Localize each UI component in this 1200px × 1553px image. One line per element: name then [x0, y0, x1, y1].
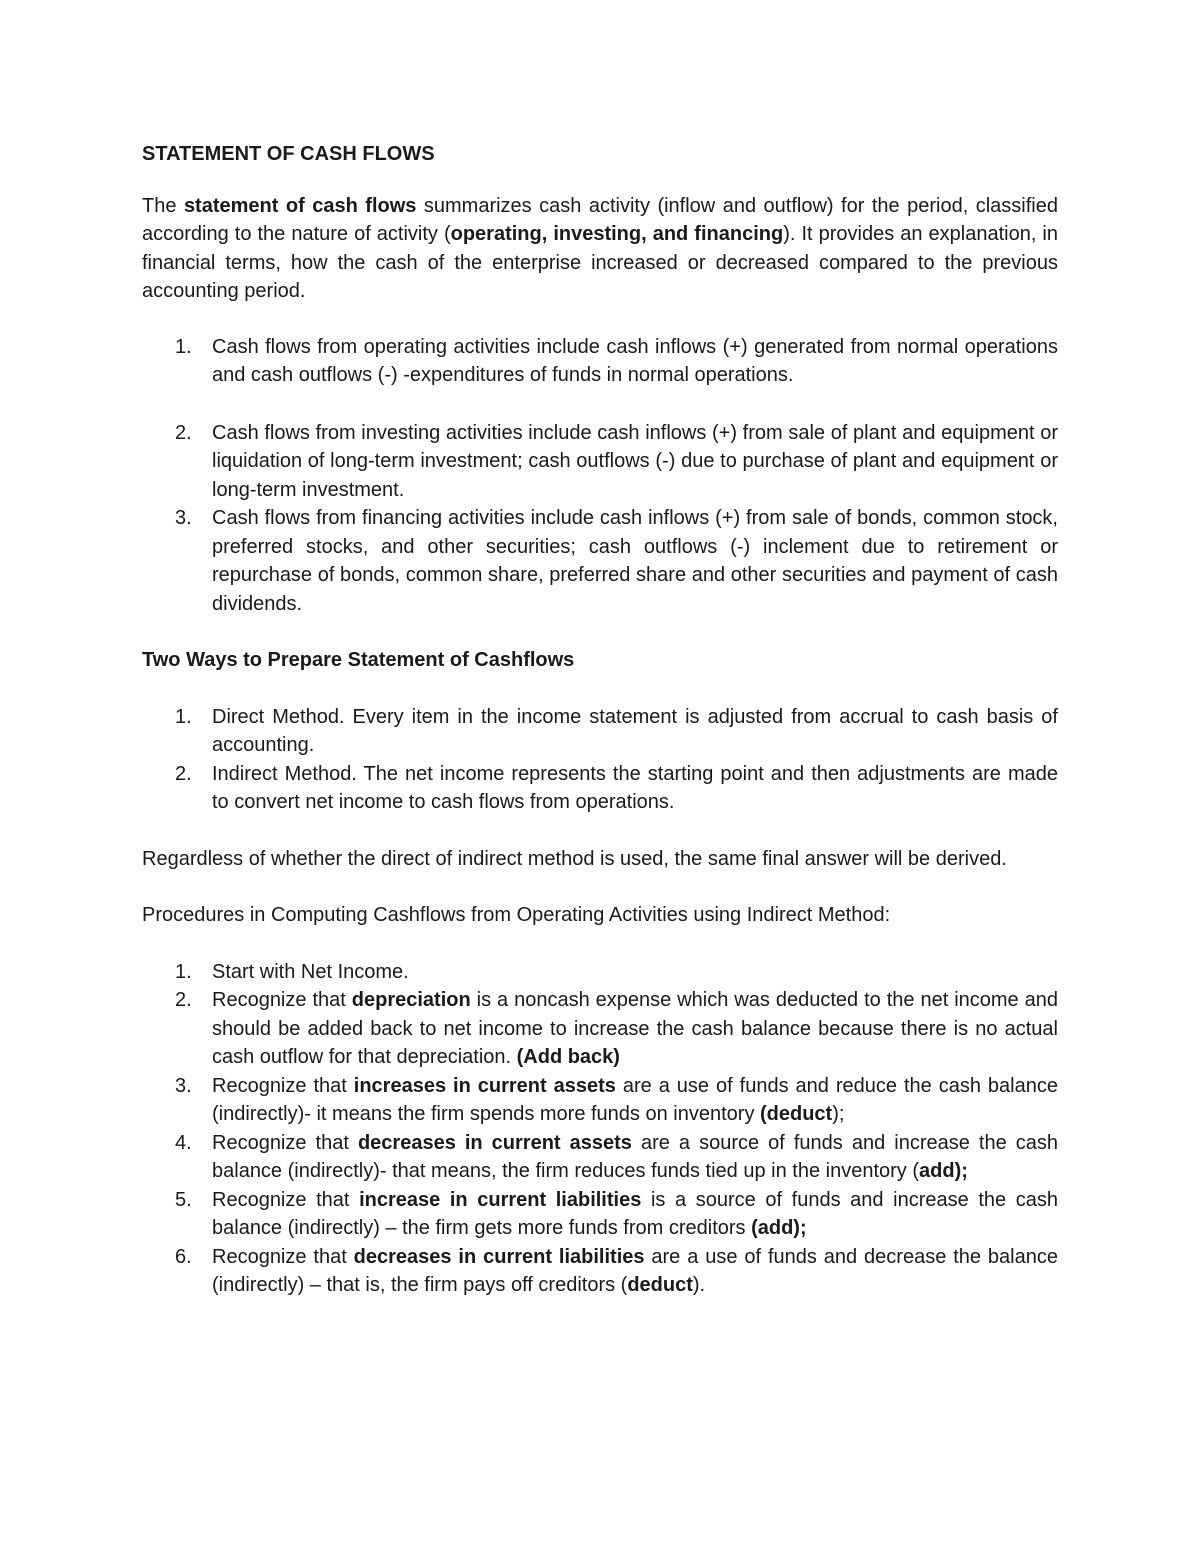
list-bold-term: increase in current liabilities [359, 1188, 642, 1211]
list-text: Cash flows from investing activities include cash inflows (+) from sale of plant and equipment or liquidation of long-term investment; cash outflows (-) due to purchase of plant and equipment or long-term investment. [212, 421, 1058, 501]
list-bold-action: deduct [627, 1274, 693, 1296]
list-item [142, 1129, 1058, 1186]
list-number: 1. [175, 335, 192, 358]
list-item [142, 703, 1058, 760]
list-text: Recognize that [212, 1188, 360, 1211]
ways-list [142, 703, 1058, 817]
list-bold-action: (deduct [760, 1103, 833, 1125]
list-item [142, 1072, 1058, 1129]
list-number: 3. [175, 1074, 192, 1097]
list-number: 2. [175, 421, 192, 444]
intro-text-3: ). It provides an explanation, in financial terms, how the cash of the enterprise increased or decreased compared to the previous accounting period. [142, 223, 1058, 302]
list-item [142, 419, 1058, 505]
document-page [142, 140, 1058, 1300]
list-item [142, 760, 1058, 817]
intro-text-2: summarizes cash activity (inflow and outflow) for the period, classified according to the nature of activity ( [142, 194, 1058, 245]
list-text: are a source of funds and increase the cash balance (indirectly)- that means, the firm reduces funds tied up in the inventory ( [212, 1131, 1058, 1182]
list-bold-term: decreases in current assets [357, 1131, 632, 1154]
list-text: Indirect Method. The net income represents the starting point and then adjustments are made to convert net income to cash flows from operations. [212, 762, 1058, 813]
list-text: Recognize that [212, 989, 352, 1011]
list-number: 3. [175, 507, 192, 529]
list-number: 6. [175, 1245, 192, 1268]
list-text: are a use of funds and reduce the cash balance (indirectly)- it means the firm spends more funds on inventory [212, 1074, 1058, 1125]
list-text: Recognize that [212, 1074, 354, 1097]
list-bold-action: (Add back) [516, 1046, 620, 1068]
list-item [142, 504, 1058, 618]
list-bold-term: depreciation [351, 989, 471, 1011]
list-item [142, 986, 1058, 1072]
list-bold-term: increases in current assets [353, 1074, 616, 1097]
list-number: 2. [175, 762, 192, 785]
list-number: 2. [175, 989, 192, 1011]
list-text: Recognize that [212, 1131, 358, 1154]
list-bold-action: (add); [751, 1217, 807, 1239]
list-number: 1. [175, 705, 192, 728]
list-text: are a use of funds and decrease the balance (indirectly) – that is, the firm pays off creditors ( [212, 1245, 1058, 1296]
page-title: STATEMENT OF CASH FLOWS [142, 143, 435, 165]
list-item [142, 1186, 1058, 1243]
list-text: ). [692, 1274, 706, 1296]
list-text: ); [832, 1103, 845, 1125]
list-text: Direct Method. Every item in the income statement is adjusted from accrual to cash basis of accounting. [212, 705, 1058, 756]
list-bold-action: add); [919, 1160, 968, 1182]
procedures-list [142, 958, 1058, 1300]
intro-bold-1: statement of cash flows [183, 194, 417, 217]
list-bold-term: decreases in current liabilities [353, 1245, 645, 1268]
list-text: Start with Net Income. [212, 960, 409, 983]
list-text: Recognize that [212, 1245, 354, 1268]
list-text: is a noncash expense which was deducted to the net income and should be added back to net income to increase the cash balance because there is no actual cash outflow for that depreciation. [212, 989, 1058, 1068]
list-item [142, 1243, 1058, 1300]
intro-bold-2: operating, investing, and financing [450, 223, 784, 245]
list-number: 4. [175, 1131, 192, 1154]
intro-paragraph [142, 192, 1058, 306]
activities-list [142, 333, 1058, 619]
list-number: 5. [175, 1188, 192, 1211]
list-number: 1. [175, 960, 192, 983]
list-text: is a source of funds and increase the cash balance (indirectly) – the firm gets more funds from creditors [212, 1188, 1059, 1239]
list-text: Cash flows from operating activities include cash inflows (+) generated from normal operations and cash outflows (-) -expenditures of funds in normal operations. [212, 335, 1058, 386]
regardless-paragraph: Regardless of whether the direct of indirect method is used, the same final answer will be derived. [142, 847, 1007, 870]
intro-text-1: The [142, 194, 184, 217]
procedures-heading: Procedures in Computing Cashflows from Operating Activities using Indirect Method: [142, 904, 891, 926]
ways-heading: Two Ways to Prepare Statement of Cashflows [142, 649, 575, 671]
list-item [142, 958, 1058, 987]
list-text: Cash flows from financing activities include cash inflows (+) from sale of bonds, common stock, preferred stocks, and other securities; cash outflows (-) inclement due to retirement or repurchase of bonds, common share, preferred share and other securities and payment of cash dividends. [212, 507, 1058, 615]
list-item [142, 333, 1058, 390]
